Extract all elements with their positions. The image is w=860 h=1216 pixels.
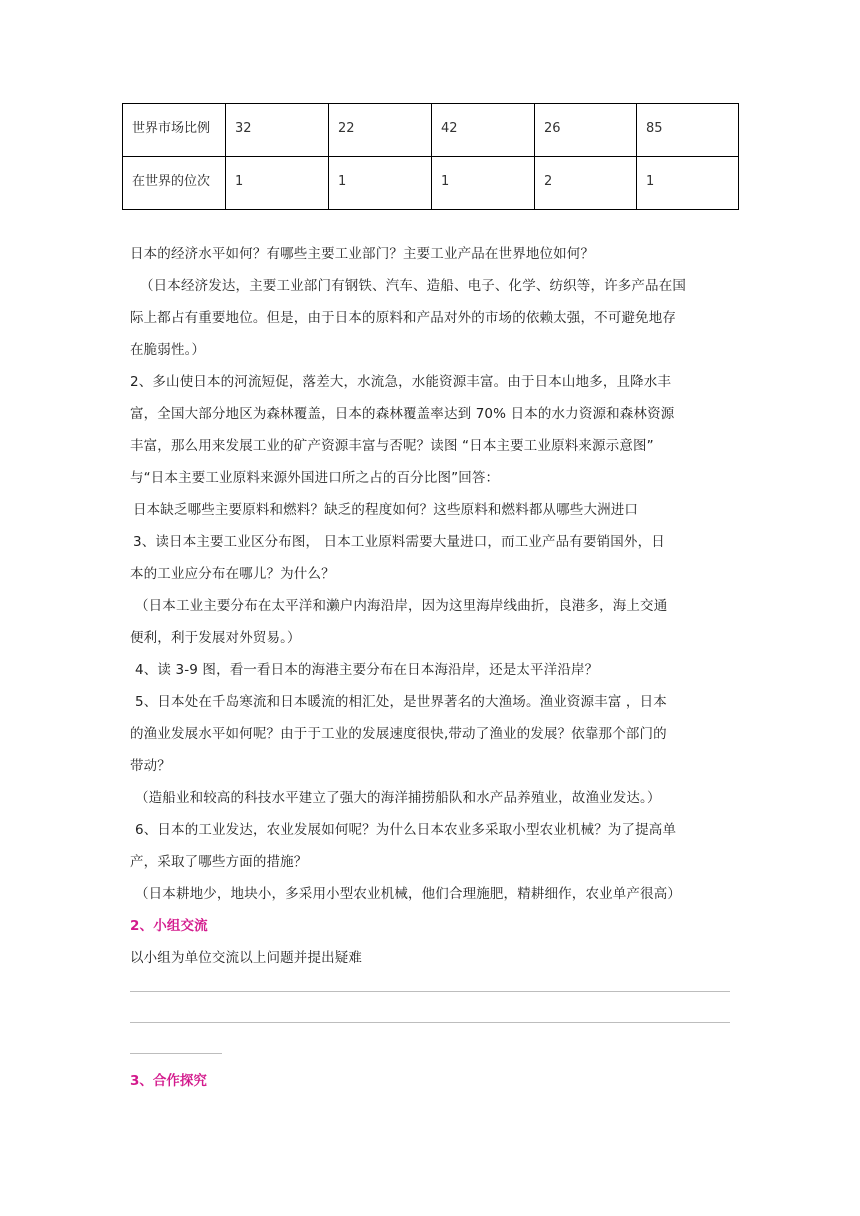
paragraph-line: （日本工业主要分布在太平洋和濑户内海沿岸，因为这里海岸线曲折，良港多，海上交通 [135, 598, 668, 614]
table-cell: 32 [226, 104, 329, 157]
body-text [130, 238, 730, 974]
table-cell: 26 [535, 104, 637, 157]
paragraph-line: （日本耕地少，地块小，多采用小型农业机械，他们合理施肥，精耕细作，农业单产很高） [135, 886, 681, 902]
table-row [123, 157, 739, 210]
table-cell: 1 [432, 157, 535, 210]
paragraph-line: 便利，利于发展对外贸易。） [130, 630, 301, 646]
paragraph-line: 日本缺乏哪些主要原料和燃料？缺乏的程度如何？这些原料和燃料都从哪些大洲进口 [133, 502, 639, 518]
paragraph-line: 的渔业发展水平如何呢？由于于工业的发展速度很快,带动了渔业的发展？依靠那个部门的 [130, 726, 667, 742]
paragraph-line: 2、多山使日本的河流短促，落差大，水流急，水能资源丰富。由于日本山地多，且降水丰 [130, 374, 672, 390]
table-cell: 42 [432, 104, 535, 157]
answer-line [130, 991, 730, 992]
answer-line [130, 1022, 730, 1023]
table-cell: 1 [637, 157, 739, 210]
paragraph-line: （造船业和较高的科技水平建立了强大的海洋捕捞船队和水产品养殖业，故渔业发达。） [135, 790, 661, 806]
paragraph-line: 日本的经济水平如何？有哪些主要工业部门？主要工业产品在世界地位如何？ [130, 246, 595, 262]
table-cell: 22 [329, 104, 432, 157]
paragraph-line: 5、日本处在千岛寒流和日本暖流的相汇处，是世界著名的大渔场。渔业资源丰富 ，日本 [135, 694, 667, 710]
paragraph-line: 3、读日本主要工业区分布图， 日本工业原料需要大量进口，而工业产品有要销国外，日 [133, 534, 665, 550]
section-heading-cooperative-inquiry: 3、合作探究 [130, 1073, 207, 1089]
paragraph-line: 与“日本主要工业原料来源外国进口所之占的百分比图”回答： [130, 470, 500, 486]
paragraph-line: 产，采取了哪些方面的措施？ [130, 854, 308, 870]
group-discussion-instruction: 以小组为单位交流以上问题并提出疑难 [130, 950, 363, 966]
paragraph-line: 带动？ [130, 758, 171, 774]
paragraph-line: 丰富，那么用来发展工业的矿产资源丰富与否呢？读图 “日本主要工业原料来源示意图” [130, 438, 654, 454]
row-label: 在世界的位次 [123, 157, 226, 210]
paragraph-line: 本的工业应分布在哪儿？为什么？ [130, 566, 335, 582]
paragraph-line: 际上都占有重要地位。但是，由于日本的原料和产品对外的市场的依赖太强，不可避免地存 [130, 310, 676, 326]
row-label: 世界市场比例 [123, 104, 226, 157]
section-heading-group-discussion: 2、小组交流 [130, 918, 208, 934]
ranking-table [122, 103, 739, 210]
table-cell: 1 [329, 157, 432, 210]
table-cell: 1 [226, 157, 329, 210]
table-cell: 2 [535, 157, 637, 210]
table-cell: 85 [637, 104, 739, 157]
paragraph-line: 4、读 3-9 图，看一看日本的海港主要分布在日本海沿岸，还是太平洋沿岸？ [135, 662, 599, 678]
table-row [123, 104, 739, 157]
paragraph-line: 6、日本的工业发达，农业发展如何呢？为什么日本农业多采取小型农业机械？为了提高单 [135, 822, 677, 838]
paragraph-line: 富，全国大部分地区为森林覆盖，日本的森林覆盖率达到 70% 日本的水力资源和森林资源 [130, 406, 675, 422]
paragraph-line: （日本经济发达，主要工业部门有钢铁、汽车、造船、电子、化学、纺织等，许多产品在国 [140, 278, 686, 294]
paragraph-line: 在脆弱性。） [130, 342, 206, 358]
answer-line [130, 1053, 222, 1054]
